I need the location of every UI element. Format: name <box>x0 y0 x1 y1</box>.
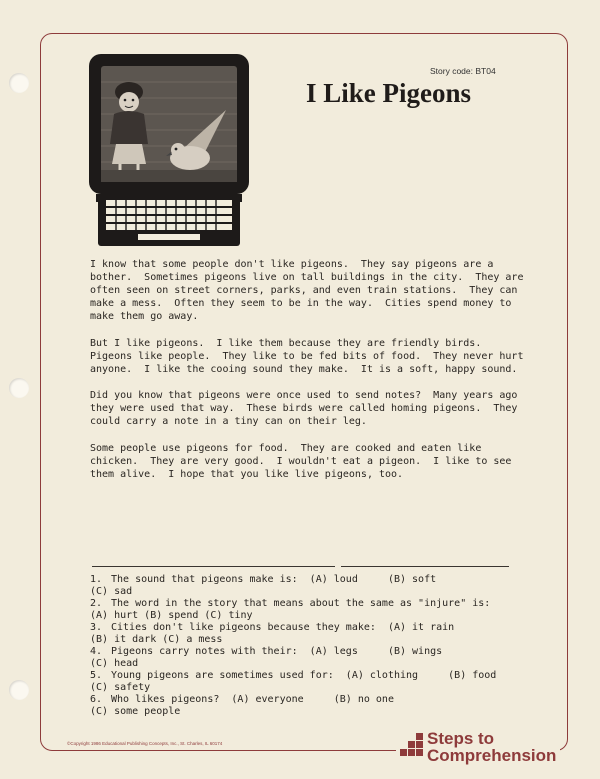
page-title: I Like Pigeons <box>306 78 472 108</box>
story-text <box>90 258 524 494</box>
question-choices: (C) sad <box>90 586 133 597</box>
question-number: 1. <box>90 574 103 585</box>
question-text: The word in the story that means about the same as "injure" is: <box>111 598 491 609</box>
story-paragraph: Some people use pigeons for food. They are cooked and eaten like chicken. They are very good. I wouldn't eat a pigeon. I like to see them alive. I hope that you like live pigeons, too. <box>90 442 512 480</box>
question-text: Cities don't like pigeons because they make: (A) it rain <box>111 622 455 633</box>
question-number: 3. <box>90 622 103 633</box>
question-choices: (C) safety <box>90 682 151 693</box>
logo-line-2: Comprehension <box>427 746 557 765</box>
binder-hole-bottom <box>9 680 29 700</box>
story-code: Story code: BT04 <box>430 66 496 76</box>
question-number: 6. <box>90 694 103 705</box>
question-choices: (C) some people <box>90 706 181 717</box>
question-item <box>90 622 510 646</box>
question-item <box>90 694 510 718</box>
computer-illustration <box>86 52 252 248</box>
copyright-notice: ©Copyright 1986 Educational Publishing Concepts, Inc., St. Charles, IL 60174 <box>64 741 225 746</box>
question-number: 2. <box>90 598 103 609</box>
steps-to-comprehension-logo <box>396 730 560 764</box>
story-paragraph: I know that some people don't like pigeons. They say pigeons are a bother. Sometimes pigeons live on tall buildings in the city. They are often seen on street corners, parks, and even train stations. They can make a mess. Often they seem to be in the way. Cities spend money to make them go away. <box>90 259 524 322</box>
question-number: 5. <box>90 670 103 681</box>
binder-hole-top <box>9 73 29 93</box>
binder-hole-middle <box>9 378 29 398</box>
question-item <box>90 574 510 598</box>
question-text: Who likes pigeons? (A) everyone (B) no one <box>111 694 394 705</box>
question-list <box>90 574 510 718</box>
question-item <box>90 598 510 622</box>
question-choices: (A) hurt (B) spend (C) tiny <box>90 610 253 621</box>
question-number: 4. <box>90 646 103 657</box>
story-paragraph: Did you know that pigeons were once used to send notes? Many years ago they were used that way. These birds were called homing pigeons. They could carry a note in a tiny can on their leg. <box>90 390 518 427</box>
question-item <box>90 646 510 670</box>
logo-line-1: Steps to <box>427 729 495 748</box>
question-choices: (B) it dark (C) a mess <box>90 634 223 645</box>
separator-left <box>92 566 335 567</box>
separator-right <box>341 566 509 567</box>
story-paragraph: But I like pigeons. I like them because they are friendly birds. Pigeons like people. They like to be fed bits of food. They never hurt anyone. I like the cooing sound they make. It is a soft, happy sound. <box>90 337 524 375</box>
steps-blocks-icon <box>400 732 424 762</box>
question-choices: (C) head <box>90 658 139 669</box>
question-text: Young pigeons are sometimes used for: (A) clothing (B) food <box>111 670 497 681</box>
question-text: The sound that pigeons make is: (A) loud (B) soft <box>111 574 437 585</box>
question-item <box>90 670 510 694</box>
question-text: Pigeons carry notes with their: (A) legs (B) wings <box>111 646 443 657</box>
